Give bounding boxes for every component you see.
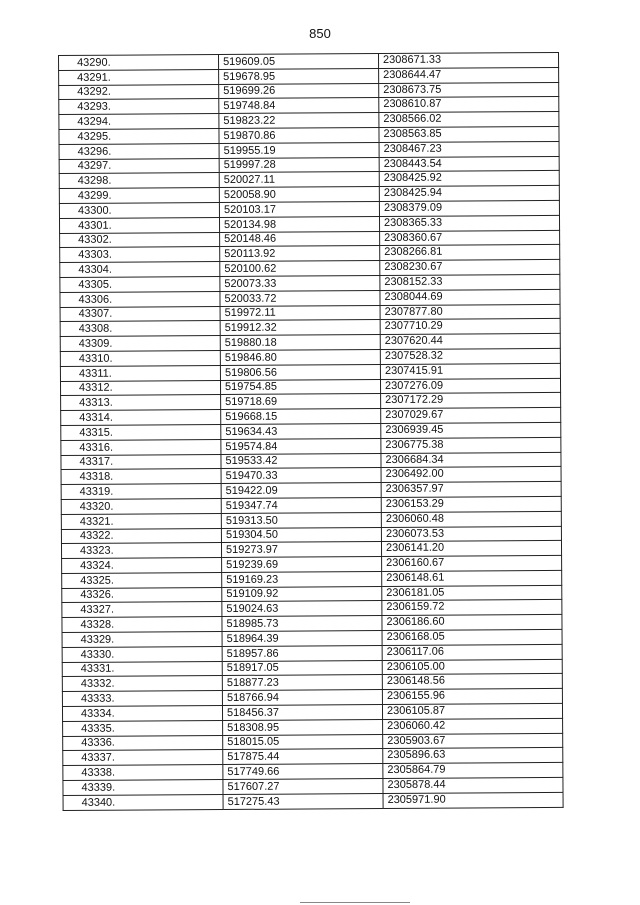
point-number-cell: 43336.	[63, 735, 223, 751]
bottom-edge-line	[300, 902, 410, 903]
y-coordinate-cell: 2305878.44	[383, 777, 563, 793]
y-coordinate-cell: 2306060.48	[381, 511, 561, 527]
x-coordinate-cell: 519470.33	[221, 468, 381, 484]
x-coordinate-cell: 519678.95	[219, 68, 379, 84]
point-number-cell: 43298.	[59, 173, 219, 189]
point-number-cell: 43328.	[62, 617, 222, 633]
y-coordinate-cell: 2308671.33	[378, 52, 558, 68]
point-number-cell: 43323.	[61, 543, 221, 559]
x-coordinate-cell: 518015.05	[223, 734, 383, 750]
point-number-cell: 43294.	[59, 114, 219, 130]
point-number-cell: 43303.	[60, 247, 220, 263]
x-coordinate-cell: 519273.97	[221, 542, 381, 558]
y-coordinate-cell: 2307029.67	[381, 408, 561, 424]
y-coordinate-cell: 2307877.80	[380, 304, 560, 320]
y-coordinate-cell: 2308644.47	[379, 67, 559, 83]
y-coordinate-cell: 2306939.45	[381, 422, 561, 438]
x-coordinate-cell: 520103.17	[219, 202, 379, 218]
point-number-cell: 43335.	[63, 720, 223, 736]
point-number-cell: 43319.	[61, 484, 221, 500]
point-number-cell: 43332.	[62, 676, 222, 692]
y-coordinate-cell: 2305896.63	[383, 748, 563, 764]
x-coordinate-cell: 519846.80	[220, 349, 380, 365]
point-number-cell: 43331.	[62, 661, 222, 677]
y-coordinate-cell: 2308230.67	[380, 260, 560, 276]
x-coordinate-cell: 518917.05	[222, 660, 382, 676]
point-number-cell: 43300.	[59, 202, 219, 218]
x-coordinate-cell: 518766.94	[222, 690, 382, 706]
x-coordinate-cell: 520073.33	[220, 275, 380, 291]
x-coordinate-cell: 519169.23	[222, 571, 382, 587]
y-coordinate-cell: 2308360.67	[380, 230, 560, 246]
point-number-cell: 43321.	[61, 513, 221, 529]
y-coordinate-cell: 2307415.91	[380, 363, 560, 379]
point-number-cell: 43325.	[62, 572, 222, 588]
x-coordinate-cell: 519955.19	[219, 142, 379, 158]
point-number-cell: 43305.	[60, 276, 220, 292]
y-coordinate-cell: 2306148.56	[382, 674, 562, 690]
x-coordinate-cell: 519754.85	[220, 379, 380, 395]
y-coordinate-cell: 2306775.38	[381, 437, 561, 453]
point-number-cell: 43291.	[59, 69, 219, 85]
x-coordinate-cell: 519239.69	[222, 557, 382, 573]
y-coordinate-cell: 2305903.67	[383, 733, 563, 749]
point-number-cell: 43308.	[60, 321, 220, 337]
y-coordinate-cell: 2307710.29	[380, 319, 560, 335]
x-coordinate-cell: 520113.92	[220, 246, 380, 262]
page-number: 850	[309, 26, 331, 41]
y-coordinate-cell: 2308443.54	[379, 156, 559, 172]
point-number-cell: 43339.	[63, 780, 223, 796]
y-coordinate-cell: 2308425.94	[379, 186, 559, 202]
x-coordinate-cell: 520100.62	[220, 261, 380, 277]
point-number-cell: 43329.	[62, 632, 222, 648]
x-coordinate-cell: 519748.84	[219, 98, 379, 114]
point-number-cell: 43318.	[61, 469, 221, 485]
point-number-cell: 43340.	[63, 794, 223, 810]
y-coordinate-cell: 2308044.69	[380, 289, 560, 305]
x-coordinate-cell: 520148.46	[220, 231, 380, 247]
y-coordinate-cell: 2307276.09	[380, 378, 560, 394]
x-coordinate-cell: 519718.69	[221, 394, 381, 410]
y-coordinate-cell: 2306159.72	[382, 600, 562, 616]
x-coordinate-cell: 519823.22	[219, 113, 379, 129]
point-number-cell: 43334.	[62, 706, 222, 722]
point-number-cell: 43312.	[60, 380, 220, 396]
y-coordinate-cell: 2306168.05	[382, 630, 562, 646]
x-coordinate-cell: 519422.09	[221, 483, 381, 499]
y-coordinate-cell: 2306186.60	[382, 615, 562, 631]
point-number-cell: 43313.	[61, 395, 221, 411]
x-coordinate-cell: 517275.43	[223, 793, 383, 809]
x-coordinate-cell: 518456.37	[222, 705, 382, 721]
x-coordinate-cell: 519609.05	[219, 54, 379, 70]
x-coordinate-cell: 519574.84	[221, 438, 381, 454]
coordinates-table-body	[59, 52, 564, 810]
x-coordinate-cell: 520134.98	[219, 216, 379, 232]
y-coordinate-cell: 2306060.42	[383, 718, 563, 734]
y-coordinate-cell: 2306153.29	[381, 496, 561, 512]
point-number-cell: 43337.	[63, 750, 223, 766]
point-number-cell: 43333.	[62, 691, 222, 707]
point-number-cell: 43299.	[59, 188, 219, 204]
x-coordinate-cell: 517607.27	[223, 779, 383, 795]
y-coordinate-cell: 2306105.00	[382, 659, 562, 675]
x-coordinate-cell: 518964.39	[222, 631, 382, 647]
y-coordinate-cell: 2308566.02	[379, 112, 559, 128]
x-coordinate-cell: 520033.72	[220, 290, 380, 306]
y-coordinate-cell: 2306492.00	[381, 467, 561, 483]
x-coordinate-cell: 519912.32	[220, 320, 380, 336]
point-number-cell: 43322.	[61, 528, 221, 544]
x-coordinate-cell: 519806.56	[220, 364, 380, 380]
x-coordinate-cell: 518957.86	[222, 645, 382, 661]
x-coordinate-cell: 519699.26	[219, 83, 379, 99]
y-coordinate-cell: 2305971.90	[383, 792, 563, 808]
x-coordinate-cell: 520058.90	[219, 187, 379, 203]
y-coordinate-cell: 2308673.75	[379, 82, 559, 98]
point-number-cell: 43317.	[61, 454, 221, 470]
x-coordinate-cell: 519347.74	[221, 497, 381, 513]
x-coordinate-cell: 519634.43	[221, 423, 381, 439]
point-number-cell: 43314.	[61, 410, 221, 426]
y-coordinate-cell: 2308365.33	[379, 215, 559, 231]
x-coordinate-cell: 519997.28	[219, 157, 379, 173]
x-coordinate-cell: 519972.11	[220, 305, 380, 321]
y-coordinate-cell: 2306357.97	[381, 482, 561, 498]
point-number-cell: 43326.	[62, 587, 222, 603]
y-coordinate-cell: 2308425.92	[379, 171, 559, 187]
point-number-cell: 43316.	[61, 439, 221, 455]
y-coordinate-cell: 2308266.81	[380, 245, 560, 261]
x-coordinate-cell: 519313.50	[221, 512, 381, 528]
point-number-cell: 43338.	[63, 765, 223, 781]
point-number-cell: 43295.	[59, 129, 219, 145]
x-coordinate-cell: 518308.95	[223, 719, 383, 735]
y-coordinate-cell: 2308563.85	[379, 126, 559, 142]
coordinates-table	[58, 52, 564, 811]
y-coordinate-cell: 2308610.87	[379, 97, 559, 113]
y-coordinate-cell: 2306117.06	[382, 644, 562, 660]
y-coordinate-cell: 2308152.33	[380, 274, 560, 290]
point-number-cell: 43315.	[61, 424, 221, 440]
x-coordinate-cell: 519304.50	[221, 527, 381, 543]
x-coordinate-cell: 519109.92	[222, 586, 382, 602]
x-coordinate-cell: 519024.63	[222, 601, 382, 617]
point-number-cell: 43307.	[60, 306, 220, 322]
x-coordinate-cell: 517749.66	[223, 764, 383, 780]
x-coordinate-cell: 520027.11	[219, 172, 379, 188]
table-row	[63, 792, 563, 810]
point-number-cell: 43306.	[60, 291, 220, 307]
y-coordinate-cell: 2306155.96	[382, 689, 562, 705]
point-number-cell: 43324.	[62, 558, 222, 574]
y-coordinate-cell: 2306160.67	[382, 556, 562, 572]
y-coordinate-cell: 2307172.29	[381, 393, 561, 409]
point-number-cell: 43292.	[59, 84, 219, 100]
y-coordinate-cell: 2307528.32	[380, 348, 560, 364]
point-number-cell: 43293.	[59, 99, 219, 115]
y-coordinate-cell: 2305864.79	[383, 763, 563, 779]
x-coordinate-cell: 518985.73	[222, 616, 382, 632]
point-number-cell: 43296.	[59, 143, 219, 159]
x-coordinate-cell: 518877.23	[222, 675, 382, 691]
point-number-cell: 43330.	[62, 646, 222, 662]
y-coordinate-cell: 2306073.53	[381, 526, 561, 542]
y-coordinate-cell: 2308467.23	[379, 141, 559, 157]
y-coordinate-cell: 2307620.44	[380, 334, 560, 350]
y-coordinate-cell: 2306148.61	[382, 570, 562, 586]
y-coordinate-cell: 2308379.09	[379, 200, 559, 216]
x-coordinate-cell: 519668.15	[221, 409, 381, 425]
x-coordinate-cell: 517875.44	[223, 749, 383, 765]
point-number-cell: 43311.	[60, 365, 220, 381]
y-coordinate-cell: 2306684.34	[381, 452, 561, 468]
point-number-cell: 43302.	[60, 232, 220, 248]
x-coordinate-cell: 519880.18	[220, 335, 380, 351]
point-number-cell: 43309.	[60, 336, 220, 352]
point-number-cell: 43290.	[59, 55, 219, 71]
point-number-cell: 43297.	[59, 158, 219, 174]
point-number-cell: 43327.	[62, 602, 222, 618]
point-number-cell: 43301.	[59, 217, 219, 233]
x-coordinate-cell: 519533.42	[221, 453, 381, 469]
y-coordinate-cell: 2306105.87	[382, 703, 562, 719]
point-number-cell: 43310.	[60, 350, 220, 366]
y-coordinate-cell: 2306141.20	[381, 541, 561, 557]
point-number-cell: 43320.	[61, 498, 221, 514]
y-coordinate-cell: 2306181.05	[382, 585, 562, 601]
point-number-cell: 43304.	[60, 262, 220, 278]
x-coordinate-cell: 519870.86	[219, 128, 379, 144]
